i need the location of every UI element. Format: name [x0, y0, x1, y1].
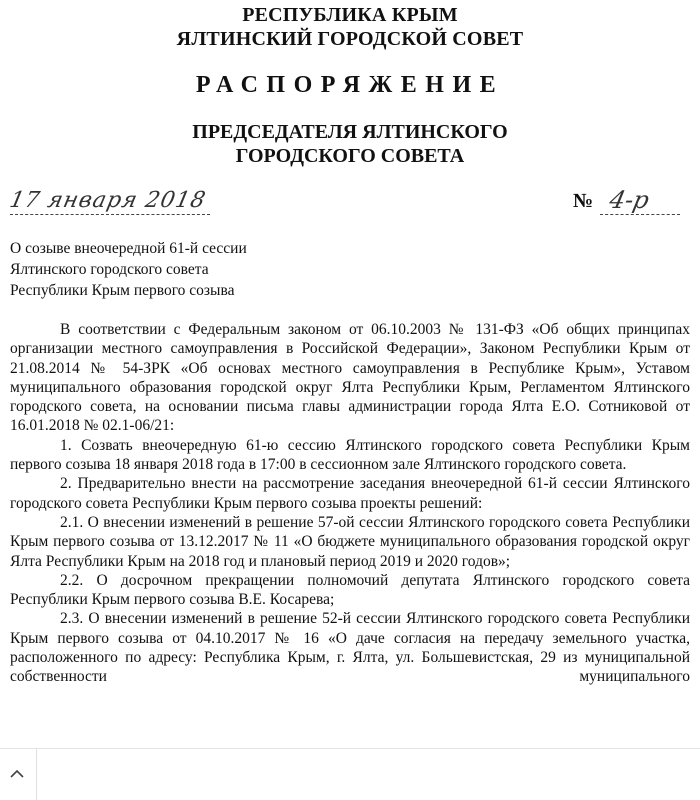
- issuer-line-2: ГОРОДСКОГО СОВЕТА: [235, 145, 465, 167]
- item-2-paragraph: 2. Предварительно внести на рассмотрение заседания внеочередной 61-й сессии Ялтинского городского совета Республики Крым первого созыва проекты решений:: [10, 475, 690, 512]
- subject-line: О созыве внеочередной 61-й сессии: [10, 240, 247, 257]
- document-body: [10, 320, 690, 687]
- header-republic: РЕСПУБЛИКА КРЫМ: [242, 4, 458, 26]
- item-2-1-paragraph: 2.1. О внесении изменений в решение 57-ой сессии Ялтинского городского совета Республики Крым первого созыва от 13.12.2017 № 11 «О бюджете муниципального образования городской округ Ялта Республики Крым на 2018 год и плановый период 2019 и 2020 годов»;: [10, 513, 690, 570]
- subject-block: [10, 238, 247, 301]
- handwritten-date: 17 января 2018: [7, 188, 209, 213]
- handwritten-number: 4-р: [607, 186, 652, 214]
- number-underline: [600, 214, 680, 215]
- item-2-3-paragraph: 2.3. О внесении изменений в решение 52-й сессии Ялтинского городского совета Республики Крым первого созыва от 04.10.2017 № 16 «О даче согласия на передачу земельного участка, расположенного по адресу: Республика Крым, г. Ялта, ул. Большевистская, 29 из муниципальной собственности муниципального: [10, 610, 690, 686]
- subject-line: Республики Крым первого созыва: [10, 282, 235, 299]
- number-label: №: [573, 190, 594, 212]
- date-underline: [10, 214, 210, 215]
- header-council: ЯЛТИНСКИЙ ГОРОДСКОЙ СОВЕТ: [176, 28, 524, 50]
- chevron-up-icon[interactable]: [8, 765, 26, 783]
- item-2-2-paragraph: 2.2. О досрочном прекращении полномочий депутата Ялтинского городского совета Республики Крым первого созыва В.Е. Косарева;: [10, 571, 690, 609]
- subject-line: Ялтинского городского совета: [10, 261, 209, 278]
- item-1-paragraph: 1. Созвать внеочередную 61-ю сессию Ялтинского городского совета Республики Крым первого созыва 18 января 2018 года в 17:00 в сессионном зале Ялтинского городского совета.: [10, 436, 690, 474]
- viewer-bottom-bar: [0, 748, 700, 800]
- document-type: РАСПОРЯЖЕНИЕ: [195, 72, 505, 98]
- bar-divider: [36, 749, 37, 800]
- issuer-line-1: ПРЕДСЕДАТЕЛЯ ЯЛТИНСКОГО: [192, 121, 508, 143]
- preamble-paragraph: В соответствии с Федеральным законом от 06.10.2003 № 131-ФЗ «Об общих принципах организации местного самоуправления в Российской Федерации», Законом Республики Крым от 21.08.2014 № 54-ЗРК «Об основах местного самоуправления в Республике Крым», Уставом муниципального образования городской округ Ялта Республики Крым, Регламентом Ялтинского городского совета, на основании письма главы администрации города Ялта Е.О. Сотниковой от 16.01.2018 № 02.1-06/21:: [10, 321, 690, 435]
